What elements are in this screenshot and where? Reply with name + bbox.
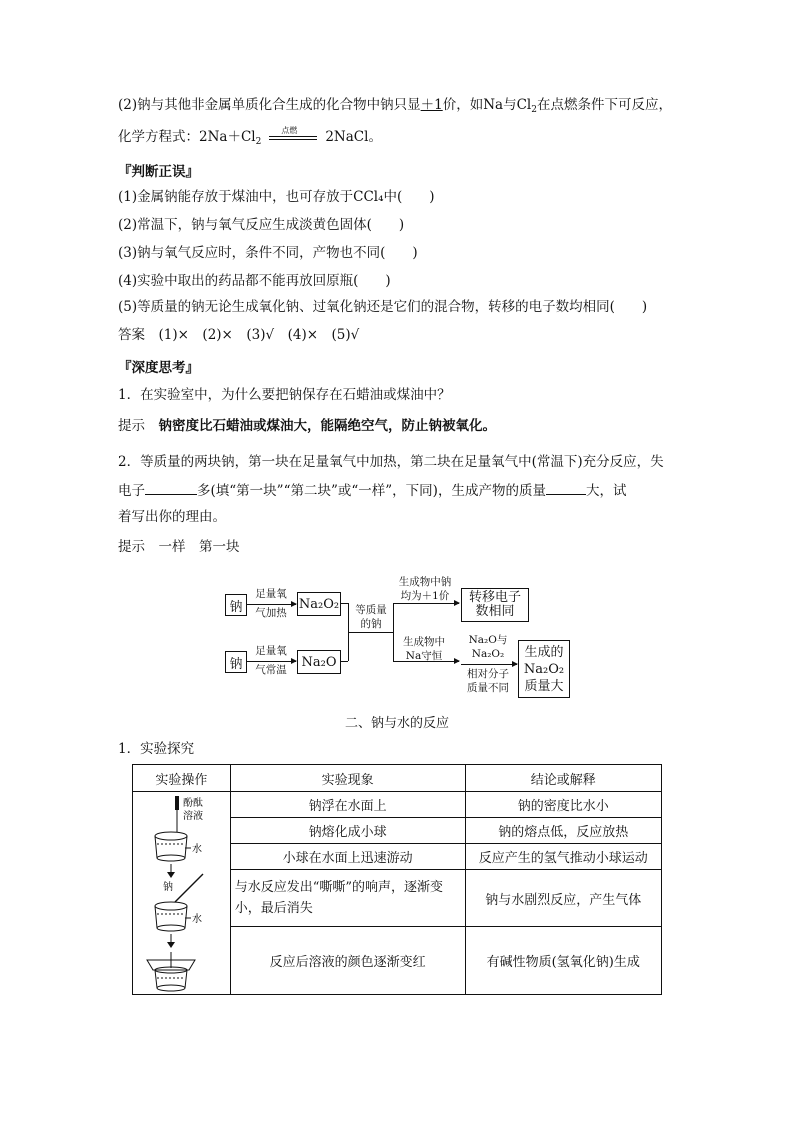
phenomenon-text: 钠熔化成小球: [308, 825, 387, 841]
cond-label: 足量氧: [255, 645, 287, 657]
intro-text: (2)钠与其他非金属单质化合生成的化合物中钠只显: [118, 97, 421, 113]
intro-underline: ＋1: [420, 97, 443, 113]
intro-text: 在点燃条件下可反应，: [536, 97, 672, 113]
top-label: 均为＋1价: [400, 590, 450, 602]
fig-label: 水: [192, 844, 202, 855]
conclusion-cell: 钠的密度比水小: [465, 792, 662, 818]
phenomenon-cell: 小球在水面上迅速游动: [230, 844, 465, 870]
subscript: 2: [255, 137, 262, 147]
connector: [340, 661, 348, 662]
table-row: [133, 792, 662, 818]
judge-item: (1)金属钠能存放于煤油中，也可存放于CCl₄中( ): [118, 189, 435, 205]
mol-label: 质量不同: [467, 682, 509, 694]
judge-item: (3)钠与氧气反应时，条件不同，产物也不同( ): [118, 245, 418, 261]
intro-line-1: [118, 96, 672, 119]
apparatus-figure-cell: [133, 792, 231, 995]
answer-blank: [145, 481, 197, 495]
fig-label: 钠: [163, 882, 173, 893]
na2o2-box: Na₂O₂: [297, 592, 341, 616]
subsection-title: 1．实验探究: [118, 741, 195, 757]
cond-label: 气常温: [255, 664, 287, 676]
q2-text: 大，试: [585, 483, 627, 499]
arrow: [393, 603, 459, 604]
phenomenon-cell: 反应后溶液的颜色逐渐变红: [230, 927, 465, 995]
condition-arrow: [269, 125, 317, 140]
mid-label: 的钠: [360, 618, 382, 630]
apparatus-figure: [133, 792, 229, 994]
top-label: 生成物中钠: [398, 576, 452, 588]
answer-text: (1)× (2)× (3)√ (4)× (5)√: [158, 327, 360, 343]
intro-text: 化学方程式：2Na＋Cl: [118, 129, 256, 145]
hint-label: 提示: [118, 418, 145, 434]
subscript: 2: [531, 105, 537, 115]
judge-item: (5)等质量的钠无论生成氧化钠、过氧化钠还是它们的混合物，转移的电子数均相同( ): [118, 299, 648, 315]
mol-label: Na₂O与: [468, 634, 508, 646]
na-box-1: 钠: [225, 594, 247, 616]
hint-text: 钠密度比石蜡油或煤油大，能隔绝空气，防止钠被氧化。: [158, 418, 496, 434]
box-text: Na₂O₂: [523, 661, 565, 677]
answer-label: 答案: [118, 327, 145, 343]
think-heading: 『深度思考』: [118, 360, 199, 376]
hint-2: 提示 一样 第一块: [118, 539, 240, 555]
box-text: 数相同: [475, 604, 515, 619]
table-header: 结论或解释: [465, 765, 662, 792]
experiment-table: [132, 764, 662, 995]
section-title: 二、钠与水的反应: [344, 716, 449, 731]
na2o-box: Na₂O: [297, 650, 341, 674]
arrow: [246, 604, 296, 605]
fig-label: 溶液: [183, 811, 203, 822]
bot-label: 生成物中: [403, 636, 445, 648]
box-text: 生成的: [524, 644, 564, 660]
judge-item: (2)常温下，钠与氧气反应生成淡黄色固体( ): [118, 217, 405, 233]
phenomenon-cell: 与水反应发出“嘶嘶”的响声，逐渐变小，最后消失: [230, 870, 465, 927]
arrow: [246, 661, 296, 662]
question-1: 1．在实验室中，为什么要把钠保存在石蜡油或煤油中？: [118, 387, 451, 403]
bottom-result-box: [518, 640, 570, 698]
table-header-row: [133, 765, 662, 792]
intro-line-2: [118, 125, 382, 151]
mol-label: Na₂O₂: [471, 648, 505, 660]
intro-text: 2NaCl。: [325, 129, 382, 145]
conclusion-cell: 钠的熔点低，反应放热: [465, 818, 662, 844]
conclusion-cell: 反应产生的氢气推动小球运动: [465, 844, 662, 870]
question-2-c: 着写出你的理由。: [118, 509, 226, 525]
mid-label: 等质量: [355, 604, 387, 616]
top-result-box: [461, 588, 529, 622]
mol-label: 相对分子: [467, 668, 509, 680]
phenomenon-cell: 钠浮在水面上: [230, 792, 465, 818]
judge-heading: 『判断正误』: [118, 164, 199, 180]
arrow: [461, 664, 517, 665]
table-header: 实验现象: [230, 765, 465, 792]
conclusion-cell: 钠与水剧烈反应，产生气体: [465, 870, 662, 927]
fig-label: 酚酞: [183, 798, 203, 809]
answer-blank: [546, 481, 586, 495]
fig-label: 水: [192, 914, 202, 925]
condition-label: 点燃: [281, 125, 298, 135]
na-box-2: 钠: [225, 651, 247, 673]
conclusion-cell: 有碱性物质(氢氧化钠)生成: [465, 927, 662, 995]
q2-text: 多(填“第一块”“第二块”或“一样”，下同)，生成产物的质量: [197, 483, 546, 499]
question-2-a: 2．等质量的两块钠，第一块在足量氧气中加热，第二块在足量氧气中(常温下)充分反应，失: [118, 454, 664, 470]
phenomenon-cell: [230, 818, 465, 844]
table-header: 实验操作: [133, 765, 231, 792]
bot-label: Na守恒: [405, 650, 443, 662]
box-text: 质量大: [524, 678, 564, 694]
judge-item: (4)实验中取出的药品都不能再放回原瓶( ): [118, 273, 391, 289]
connector: [340, 603, 348, 604]
connector: [348, 632, 393, 633]
box-text: 转移电子: [468, 590, 521, 605]
cond-label: 气加热: [255, 607, 287, 619]
cond-label: 足量氧: [255, 588, 287, 600]
answer-line: [118, 326, 359, 344]
intro-text: 价，如Na与Cl: [442, 97, 532, 113]
q2-text: 电子: [118, 483, 145, 499]
question-2-b: [118, 481, 626, 500]
hint-1: [118, 417, 496, 435]
